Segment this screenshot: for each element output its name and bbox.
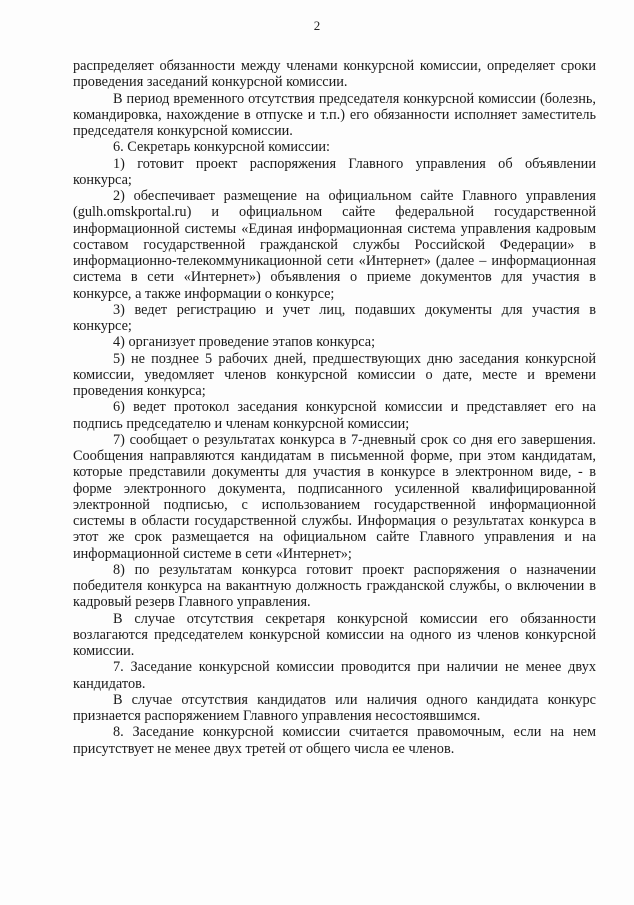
paragraph: 8. Заседание конкурсной комиссии считается правомочным, если на нем присутствует не менее двух третей от общего числа ее членов. <box>73 724 596 757</box>
document-body <box>73 58 596 757</box>
paragraph: В период временного отсутствия председателя конкурсной комиссии (болезнь, командировка, нахождение в отпуске и т.п.) его обязанности исполняет заместитель председателя конкурсной комиссии. <box>73 90 596 139</box>
list-item: 1) готовит проект распоряжения Главного управления об объявлении конкурса; <box>73 155 596 188</box>
paragraph: В случае отсутствия секретаря конкурсной комиссии его обязанности возлагаются председателем конкурсной комиссии на одного из членов конкурсной комиссии. <box>73 610 596 659</box>
list-item: 4) организует проведение этапов конкурса; <box>113 334 376 351</box>
list-item: 7) сообщает о результатах конкурса в 7-дневный срок со дня его завершения. Сообщения направляются кандидатам в письменной форме, при этом кандидатам, которые представили документы для участия в конкурсе в электронном виде, - в форме электронного документа, подписанного усиленной квалифицированной электронной подписью, с использованием государственной информационной системы в области государственной службы. Информация о результатах конкурса в этот же срок размещается на официальном сайте Главного управления и на информационной системе в сети «Интернет»; <box>73 431 596 562</box>
list-item: 2) обеспечивает размещение на официальном сайте Главного управления (gulh.omskportal.ru) и официальном сайте федеральной государственной информационной системы «Единая информационная система управления кадровым составом государственной гражданской службы Российской Федерации» в информационно-телекоммуникационной сети «Интернет» (далее – информационная система в сети «Интернет») объявления о приеме документов для участия в конкурсе, а также информации о конкурсе; <box>73 188 596 302</box>
list-item: 6) ведет протокол заседания конкурсной комиссии и представляет его на подпись председателю и членам конкурсной комиссии; <box>73 399 596 432</box>
page-number: 2 <box>313 18 321 33</box>
list-item: 8) по результатам конкурса готовит проект распоряжения о назначении победителя конкурса на вакантную должность гражданской службы, о включении в кадровый резерв Главного управления. <box>73 561 596 611</box>
paragraph: 7. Заседание конкурсной комиссии проводится при наличии не менее двух кандидатов. <box>73 659 596 692</box>
section-heading: 6. Секретарь конкурсной комиссии: <box>113 139 330 156</box>
list-item: 3) ведет регистрацию и учет лиц, подавших документы для участия в конкурсе; <box>73 301 596 334</box>
paragraph: распределяет обязанности между членами конкурсной комиссии, определяет сроки проведения заседаний конкурсной комиссии. <box>73 58 596 91</box>
paragraph: В случае отсутствия кандидатов или наличия одного кандидата конкурс признается распоряжением Главного управления несостоявшимся. <box>73 691 596 724</box>
list-item: 5) не позднее 5 рабочих дней, предшествующих дню заседания конкурсной комиссии, уведомляет членов конкурсной комиссии о дате, месте и времени проведения конкурса; <box>73 350 596 399</box>
